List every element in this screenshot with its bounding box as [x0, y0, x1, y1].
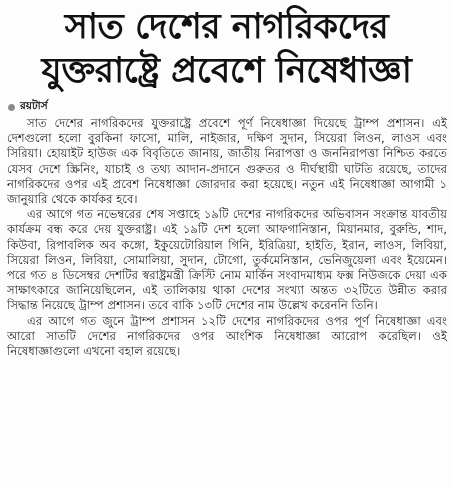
byline-source: রয়টার্স	[20, 99, 48, 112]
article-body	[7, 116, 447, 359]
byline	[8, 100, 48, 114]
bullet-icon	[8, 104, 15, 111]
article-paragraph-3: এর আগে গত জুনে ট্রাম্প প্রশাসন ১২টি দেশের নাগরিকদের ওপর পূর্ণ নিষেধাজ্ঞা এবং আরো সাতটি দেশের নাগরিকদের ওপর আংশিক নিষেধাজ্ঞা আরোপ করেছিল। ওই নিষেধাজ্ঞাগুলো এখনো বহাল রয়েছে।	[7, 313, 447, 359]
headline-line-1: সাত দেশের নাগরিকদের	[64, 7, 389, 47]
article-paragraph-2: এর আগে গত নভেম্বরের শেষ সপ্তাহে ১৯টি দেশের নাগরিকদের অভিবাসন সংক্রান্ত যাবতীয় কার্যক্রম বন্ধ করে দেয় যুক্তরাষ্ট্র। এই ১৯টি দেশ হলো আফগানিস্তান, মিয়ানমার, বুরুন্ডি, শাদ, কিউবা, রিপাবলিক অব কঙ্গো, ইকুয়েটোরিয়াল গিনি, ইরিত্রিয়া, হাইতি, ইরান, লাওস, লিবিয়া, সিয়েরা লিওন, লিবিয়া, সোমালিয়া, সুদান, টোগো, তুর্কমেনিস্তান, ভেনিজুয়েলা এবং ইয়েমেন। পরে গত ৪ ডিসেম্বর দেশটির স্বরাষ্ট্রমন্ত্রী ক্রিস্টি নোম মার্কিন সংবাদমাধ্যম ফক্স নিউজকে দেয়া এক সাক্ষাৎকারে জানিয়েছিলেন, এই তালিকায় থাকা দেশের সংখ্যা অন্তত ৩২টিতে উন্নীত করার সিদ্ধান্ত নিয়েছে ট্রাম্প প্রশাসন। তবে বাকি ১৩টি দেশের নাম উল্লেখ করেননি তিনি।	[7, 207, 447, 313]
article-paragraph-1: সাত দেশের নাগরিকদের যুক্তরাষ্ট্রে প্রবেশে পূর্ণ নিষেধাজ্ঞা দিয়েছে ট্রাম্প প্রশাসন। এই দেশগুলো হলো বুরকিনা ফাসো, মালি, নাইজার, দক্ষিণ সুদান, সিয়েরা লিওন, লাওস এবং সিরিয়া। হোয়াইট হাউজ এক বিবৃতিতে জানায়, জাতীয় নিরাপত্তা ও জননিরাপত্তা নিশ্চিত করতে যেসব দেশে স্ক্রিনিং, যাচাই ও তথ্য আদান-প্রদানে গুরুতর ও দীর্ঘস্থায়ী ঘাটতি রয়েছে, তাদের নাগরিকদের ওপর এই প্রবেশ নিষেধাজ্ঞা জোরদার করা হয়েছে। নতুন এই নিষেধাজ্ঞা আগামী ১ জানুয়ারি থেকে কার্যকর হবে।	[7, 116, 447, 207]
headline-line-2: যুক্তরাষ্ট্রে প্রবেশে নিষেধাজ্ঞা	[41, 51, 412, 91]
